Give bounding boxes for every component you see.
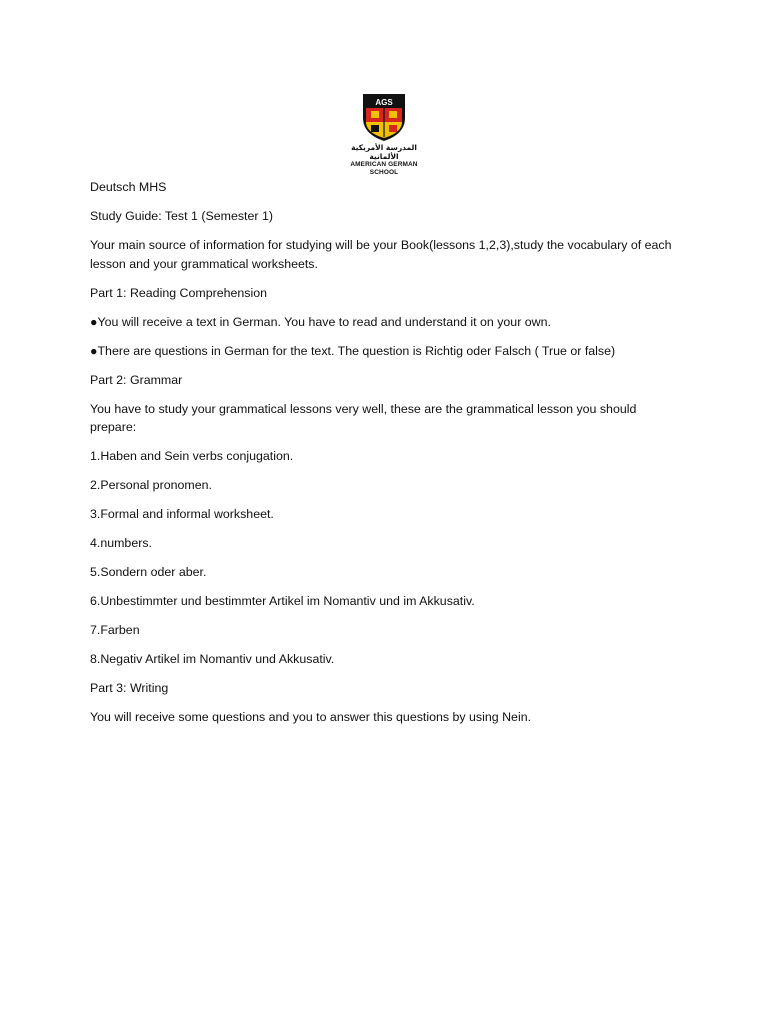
grammar-item: 6.Unbestimmter und bestimmter Artikel im Nomantiv und im Akkusativ. (90, 594, 475, 608)
grammar-item: 2.Personal pronomen. (90, 478, 212, 492)
grammar-item: 1.Haben and Sein verbs conjugation. (90, 449, 294, 463)
document-title: Study Guide: Test 1 (Semester 1) (90, 209, 273, 223)
part1-bullet: ●There are questions in German for the text. The question is Richtig oder Falsch ( True or false) (90, 343, 616, 358)
intro-paragraph: Your main source of information for studying will be your Book(lessons 1,2,3),study the vocabulary of each lesson and your grammatical worksheets. (90, 238, 672, 271)
grammar-item: 7.Farben (90, 623, 140, 637)
part3-text: You will receive some questions and you to answer this questions by using Nein. (90, 710, 532, 724)
grammar-item: 5.Sondern oder aber. (90, 565, 207, 579)
part2-intro: You have to study your grammatical lessons very well, these are the grammatical lesson you should prepare: (90, 401, 637, 434)
logo-english-name: AMERICAN GERMAN SCHOOL (350, 161, 418, 176)
part1-heading: Part 1: Reading Comprehension (90, 285, 268, 300)
document-body (90, 178, 680, 737)
grammar-item: 3.Formal and informal worksheet. (90, 507, 274, 521)
part2-heading: Part 2: Grammar (90, 372, 183, 387)
shield-logo-icon (360, 92, 408, 142)
course-name: Deutsch MHS (90, 180, 167, 194)
logo-arabic-name: المدرسة الأمريكية الألمانية (351, 143, 417, 161)
part3-heading: Part 3: Writing (90, 681, 169, 695)
part1-bullet: ●You will receive a text in German. You have to read and understand it on your own. (90, 314, 551, 329)
school-logo (336, 92, 432, 176)
grammar-item: 4.numbers. (90, 536, 152, 550)
logo-ags-text: AGS (375, 98, 393, 107)
grammar-item: 8.Negativ Artikel im Nomantiv und Akkusativ. (90, 652, 335, 666)
